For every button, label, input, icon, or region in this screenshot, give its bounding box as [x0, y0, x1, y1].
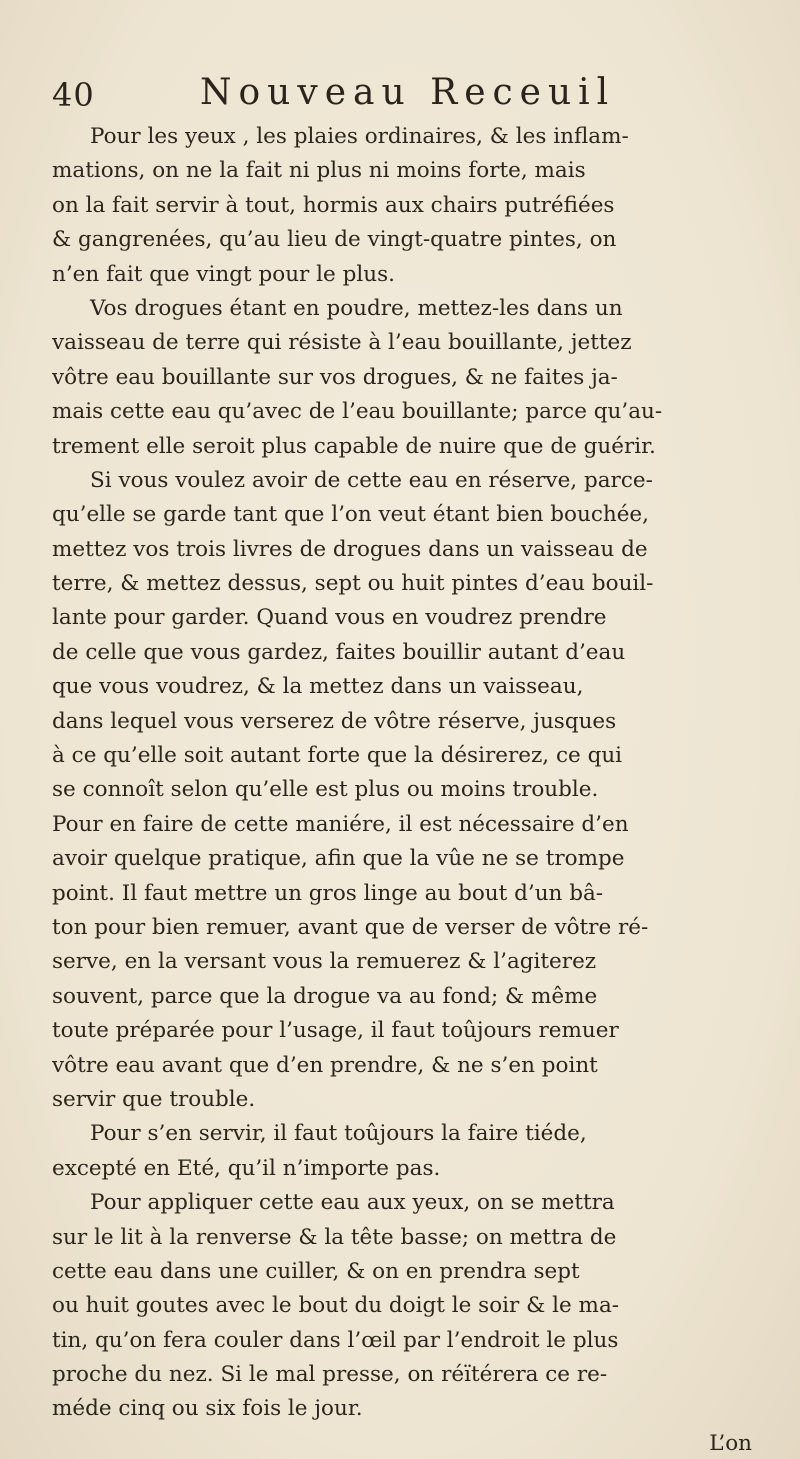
body-text [52, 120, 776, 1459]
text-line: lante pour garder. Quand vous en voudrez prendre [52, 605, 607, 631]
text-line: toute préparée pour l’usage, il faut toûjours remuer [52, 1018, 619, 1044]
text-line: excepté en Eté, qu’il n’importe pas. [52, 1155, 441, 1181]
text-line: trement elle seroit plus capable de nuire que de guérir. [52, 433, 656, 459]
page-header [52, 72, 772, 116]
text-line: avoir quelque pratique, afin que la vûe ne se trompe [52, 846, 625, 872]
text-line: vaisseau de terre qui résiste à l’eau bouillante, jettez [52, 330, 632, 356]
running-head: Nouveau Receuil [200, 72, 616, 113]
text-line: dans lequel vous verserez de vôtre réserve, jusques [52, 708, 617, 734]
text-line: Pour s’en servir, il faut toûjours la faire tiéde, [90, 1121, 587, 1147]
text-line: terre, & mettez dessus, sept ou huit pintes d’eau bouil- [52, 571, 654, 597]
catchword: L’on [709, 1430, 752, 1456]
text-line: servir que trouble. [52, 1086, 256, 1112]
text-line: mais cette eau qu’avec de l’eau bouillante; parce qu’au- [52, 399, 663, 425]
text-line: Vos drogues étant en poudre, mettez-les dans un [90, 295, 623, 321]
text-line: proche du nez. Si le mal presse, on réïtérera ce re- [52, 1362, 608, 1388]
text-line: ou huit goutes avec le bout du doigt le soir & le ma- [52, 1293, 620, 1319]
text-line: serve, en la versant vous la remuerez & l’agiterez [52, 949, 597, 975]
text-line: qu’elle se garde tant que l’on veut étant bien bouchée, [52, 502, 649, 528]
text-line: que vous voudrez, & la mettez dans un vaisseau, [52, 674, 584, 700]
text-line: & gangrenées, qu’au lieu de vingt-quatre pintes, on [52, 227, 617, 253]
text-line: Pour appliquer cette eau aux yeux, on se mettra [90, 1190, 615, 1216]
text-line: vôtre eau avant que d’en prendre, & ne s’en point [52, 1052, 598, 1078]
text-line: méde cinq ou six fois le jour. [52, 1396, 363, 1422]
text-line: vôtre eau bouillante sur vos drogues, & ne faites ja- [52, 364, 618, 390]
text-line: n’en fait que vingt pour le plus. [52, 261, 395, 287]
text-line: Pour les yeux , les plaies ordinaires, & les inflam- [90, 124, 629, 149]
text-line: tin, qu’on fera couler dans l’œil par l’endroit le plus [52, 1327, 619, 1353]
text-line: se connoît selon qu’elle est plus ou moins trouble. [52, 777, 599, 803]
text-line: ton pour bien remuer, avant que de verser de vôtre ré- [52, 914, 649, 940]
text-line: à ce qu’elle soit autant forte que la désirerez, ce qui [52, 743, 623, 769]
text-line: Pour en faire de cette maniére, il est nécessaire d’en [52, 811, 629, 837]
text-line: on la fait servir à tout, hormis aux chairs putréfiées [52, 192, 615, 218]
text-line: de celle que vous gardez, faites bouillir autant d’eau [52, 639, 626, 665]
text-line: souvent, parce que la drogue va au fond; & même [52, 983, 598, 1009]
text-line: cette eau dans une cuiller, & on en prendra sept [52, 1258, 580, 1284]
text-line: sur le lit à la renverse & la tête basse; on mettra de [52, 1224, 617, 1250]
page-number: 40 [52, 76, 95, 114]
text-line: Si vous voulez avoir de cette eau en réserve, parce- [90, 467, 653, 493]
text-line: point. Il faut mettre un gros linge au bout d’un bâ- [52, 880, 604, 906]
text-line: mettez vos trois livres de drogues dans un vaisseau de [52, 536, 648, 562]
text-line: mations, on ne la fait ni plus ni moins forte, mais [52, 158, 586, 184]
